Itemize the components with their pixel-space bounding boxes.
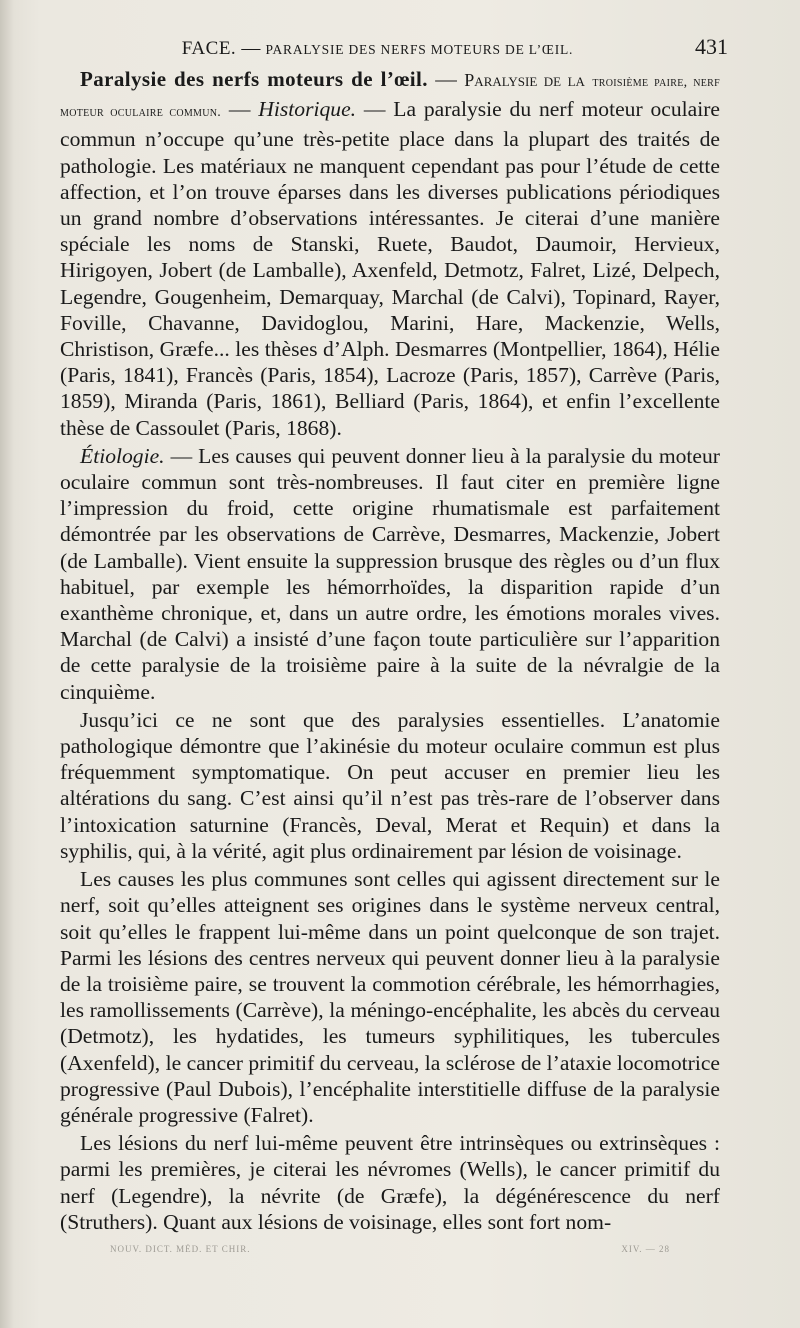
etiologie-text: — Les causes qui peuvent donner lieu à la paralysie du moteur oculaire commun sont très-nombreuses. Il faut citer en première ligne l’impression du froid, cette origine rhumatismale est parfaitement démontrée par les observations de Carrève, Desmarres, Mackenzie, Jobert (de Lamballe). Vient ensuite la suppression brusque des règles ou d’un flux habituel, par exemple les hémorrhoïdes, la disparition rapide d’un exanthème chronique, et, dans un autre ordre, les émotions morales vives. Marchal (de Calvi) a insisté d’une façon toute particulière sur l’apparition de cette paralysie de la troisième paire à la suite de la névralgie de la cinquième. bbox=[60, 443, 720, 704]
paragraph-essentielles: Jusqu’ici ce ne sont que des paralysies essentielles. L’anatomie pathologique démontre que l’akinésie du moteur oculaire commun est plus fréquemment symptomatique. On peut accuser en premier lieu les altérations du sang. C’est ainsi qu’il n’est pas très-rare de l’observer dans l’intoxication saturnine (Francès, Deval, Merat et Requin) et dans la syphilis, qui, à la vérité, agit plus ordinairement par lésion de voisinage. bbox=[60, 707, 720, 863]
footer-volume: XIV. — 28 bbox=[621, 1244, 670, 1254]
running-head bbox=[60, 34, 728, 60]
paragraph-causes: Les causes les plus communes sont celles qui agissent directement sur le nerf, soit qu’elles atteignent ses origines dans le système nerveux central, soit qu’elles le frappent lui-même dans un point quelconque de son trajet. Parmi les lésions des centres nerveux qui peuvent donner lieu à la paralysie de la troisième paire, se trouvent la commotion cérébrale, les hémorrhagies, les ramollissements (Carrève), la méningo-encéphalite, les abcès du cerveau (Detmotz), les hydatides, les tumeurs syphilitiques, les tubercules (Axenfeld), le cancer primitif du cerveau, la sclérose de l’ataxie locomotrice progressive (Paul Dubois), l’encéphalite interstitielle diffuse de la paralysie générale progressive (Falret). bbox=[60, 867, 720, 1127]
footer-signature: NOUV. DICT. MÉD. ET CHIR. bbox=[110, 1244, 251, 1254]
running-title bbox=[60, 38, 695, 60]
running-title-text: PARALYSIE DES NERFS MOTEURS DE L’ŒIL. bbox=[265, 42, 574, 57]
body-text bbox=[60, 66, 720, 1235]
page-footer bbox=[110, 1244, 670, 1254]
subtitle-part2: troisième paire, nerf moteur oculaire commun. bbox=[60, 75, 721, 121]
page-number: 431 bbox=[695, 34, 728, 59]
historique-label: Historique. bbox=[258, 97, 357, 122]
heading-dash: — bbox=[427, 67, 465, 91]
historique-text: — La paralysie du nerf moteur oculaire commun n’occupe qu’une très-petite place dans la plupart des traités de pathologie. Les matériaux ne manquent cependant pas pour l’étude de cette affection, et l’on trouve éparses dans les diverses publications périodiques un grand nombre d’observations intéressantes. Je citerai d’une manière spéciale les noms de Stanski, Ruete, Baudot, Daumoir, Hervieux, Hirigoyen, Jobert (de Lamballe), Axenfeld, Detmotz, Falret, Lizé, Delpech, Legendre, Gougenheim, Demarquay, Marchal (de Calvi), Topinard, Rayer, Foville, Chavanne, Davidoglou, Marini, Hare, Mackenzie, Wells, Christison, Græfe... les thèses d’Alph. Desmarres (Montpellier, 1864), Hélie (Paris, 1841), Francès (Paris, 1854), Lacroze (Paris, 1857), Carrève (Paris, 1859), Miranda (Paris, 1861), Belliard (Paris, 1864), et enfin l’excellente thèse de Cassoulet (Paris, 1868). bbox=[60, 97, 721, 440]
paragraph-lesions: Les lésions du nerf lui-même peuvent être intrinsèques ou extrinsèques : parmi les premières, je citerai les névromes (Wells), le cancer primitif du nerf (Legendre), la névrite (de Græfe), la dégénérescence du nerf (Struthers). Quant aux lésions de voisinage, elles sont fort nom- bbox=[60, 1131, 720, 1234]
paragraph-etiologie bbox=[60, 443, 720, 705]
etiologie-label: Étiologie. bbox=[80, 443, 165, 468]
running-section: FACE. — bbox=[181, 38, 261, 59]
subtitle-part1: Paralysie de la bbox=[464, 70, 585, 90]
paragraph-historique bbox=[60, 66, 720, 441]
section-heading: Paralysie des nerfs moteurs de l’œil. bbox=[80, 67, 428, 91]
heading-dash2: — bbox=[221, 97, 259, 122]
